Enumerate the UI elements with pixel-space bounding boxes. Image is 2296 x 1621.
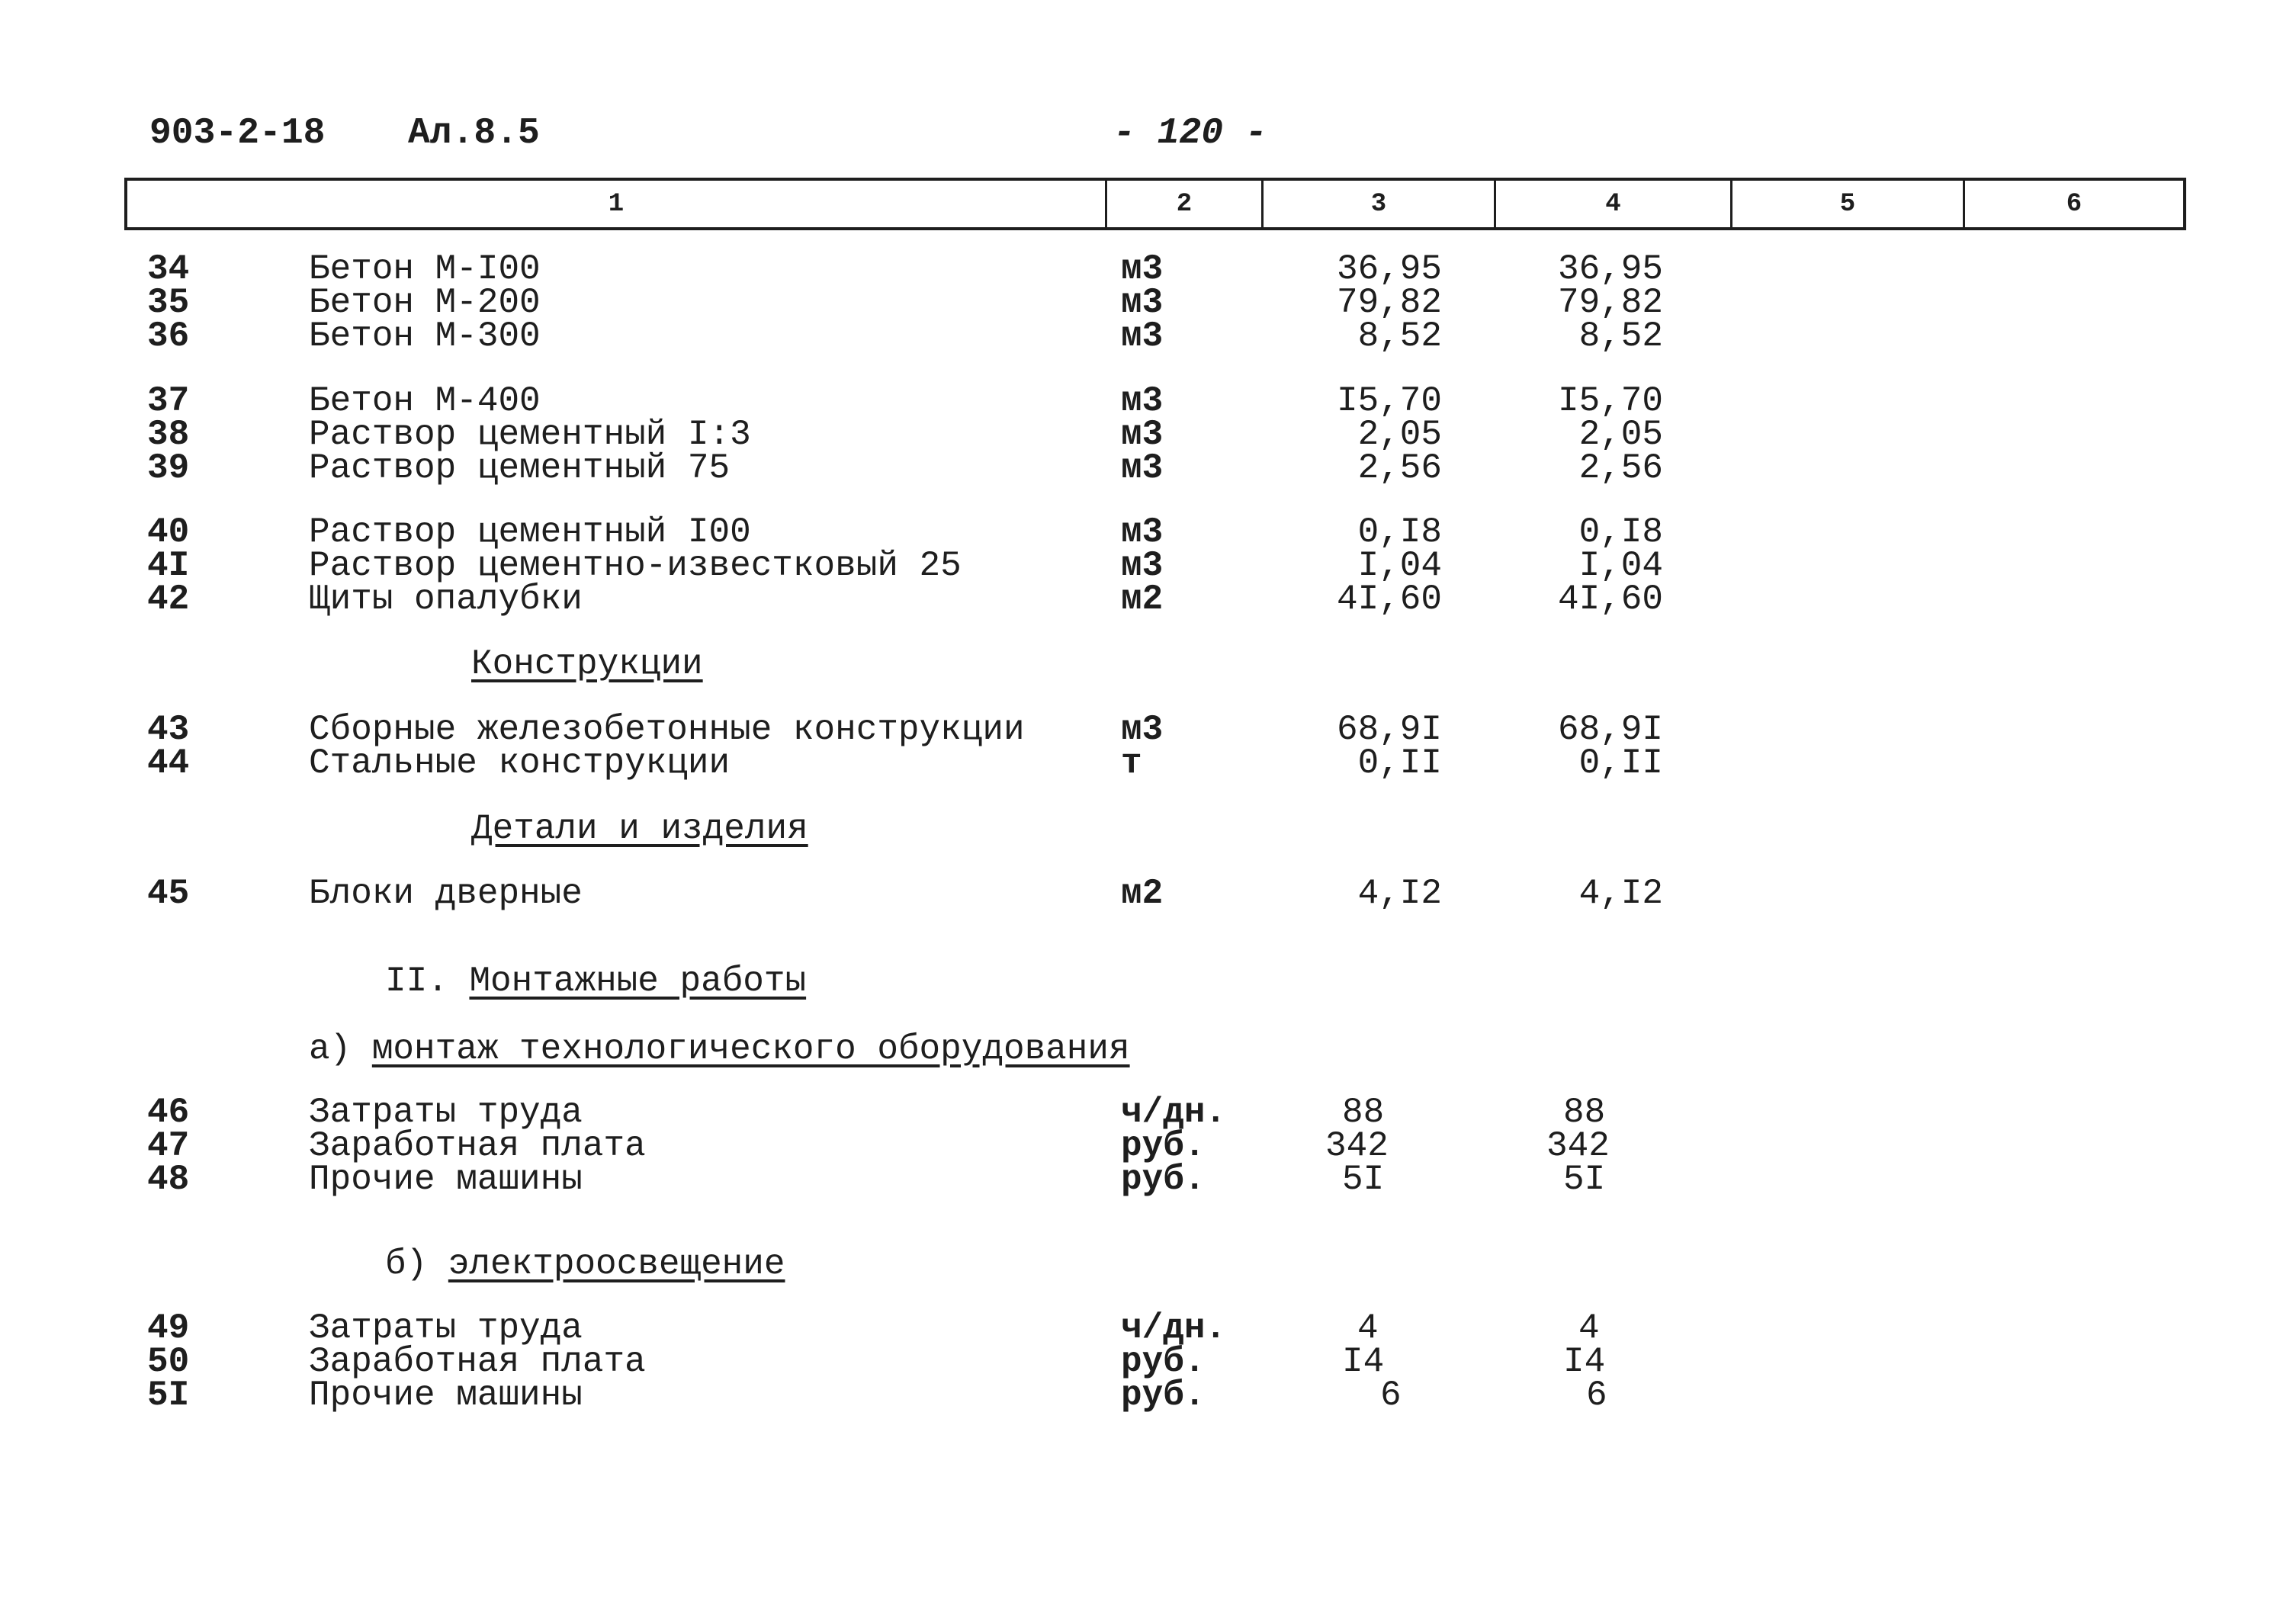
- row-number: 46: [147, 1093, 190, 1132]
- row-name: Затраты труда: [309, 1093, 583, 1132]
- section-prefix: II.: [385, 961, 448, 1001]
- row-unit: руб.: [1121, 1375, 1206, 1415]
- row-unit: т: [1121, 743, 1142, 783]
- row-value-3: 0,I8: [1357, 512, 1442, 552]
- row-unit: м3: [1121, 316, 1164, 356]
- row-value-3: 0,II: [1357, 743, 1442, 783]
- album-label: Ал.8.5: [408, 113, 540, 154]
- table-row: [0, 579, 2296, 619]
- row-value-4: 0,II: [1578, 743, 1663, 783]
- row-value-3: 6: [1380, 1375, 1402, 1415]
- row-unit: м3: [1121, 448, 1164, 488]
- page-number: - 120 -: [1113, 113, 1267, 154]
- row-value-3: I,04: [1357, 546, 1442, 586]
- column-header-4: 4: [1496, 181, 1732, 227]
- row-number: 34: [147, 249, 190, 289]
- row-unit: м3: [1121, 546, 1164, 586]
- row-unit: м3: [1121, 283, 1164, 323]
- row-name: Раствор цементный I:3: [309, 415, 751, 454]
- row-value-4: 79,82: [1557, 283, 1663, 323]
- row-value-3: 68,9I: [1336, 710, 1442, 750]
- row-number: 5I: [147, 1375, 190, 1415]
- row-value-3: I4: [1342, 1342, 1385, 1382]
- row-number: 40: [147, 512, 190, 552]
- row-name: Сборные железобетонные конструкции: [309, 710, 1025, 750]
- row-value-4: 342: [1546, 1126, 1610, 1166]
- row-value-3: 2,56: [1357, 448, 1442, 488]
- row-unit: руб.: [1121, 1342, 1206, 1382]
- column-header-5: 5: [1732, 181, 1965, 227]
- column-header-3: 3: [1264, 181, 1496, 227]
- section-title: Конструкции: [471, 644, 703, 684]
- table-row: [0, 415, 2296, 454]
- row-number: 37: [147, 381, 190, 421]
- row-value-3: 342: [1325, 1126, 1389, 1166]
- table-row: [0, 249, 2296, 289]
- row-name: Бетон М-300: [309, 316, 541, 356]
- section-heading-details: [471, 809, 808, 849]
- doc-code: 903-2-18: [149, 113, 326, 154]
- row-name: Прочие машины: [309, 1160, 583, 1199]
- column-header-6: 6: [2066, 189, 2082, 219]
- row-number: 36: [147, 316, 190, 356]
- table-row: [0, 381, 2296, 421]
- row-value-3: 36,95: [1336, 249, 1442, 289]
- row-number: 39: [147, 448, 190, 488]
- table-row: [0, 1126, 2296, 1166]
- row-unit: м2: [1121, 874, 1164, 913]
- row-number: 42: [147, 579, 190, 619]
- row-value-4: I5,70: [1557, 381, 1663, 421]
- section-title: Детали и изделия: [471, 809, 808, 849]
- row-unit: м2: [1121, 579, 1164, 619]
- row-name: Бетон М-400: [309, 381, 541, 421]
- row-number: 38: [147, 415, 190, 454]
- row-number: 49: [147, 1308, 190, 1348]
- section-heading-constructions: [471, 644, 703, 684]
- table-row: [0, 1342, 2296, 1382]
- table-row: [0, 1160, 2296, 1199]
- column-header-2: 2: [1107, 181, 1264, 227]
- row-number: 45: [147, 874, 190, 913]
- row-unit: м3: [1121, 381, 1164, 421]
- section-title: Монтажные работы: [469, 961, 807, 1001]
- row-name: Бетон М-I00: [309, 249, 541, 289]
- table-row: [0, 546, 2296, 586]
- row-unit: м3: [1121, 249, 1164, 289]
- row-value-4: 4,I2: [1578, 874, 1663, 913]
- row-value-4: 8,52: [1578, 316, 1663, 356]
- row-value-4: 36,95: [1557, 249, 1663, 289]
- subsection-heading-b: [385, 1244, 785, 1284]
- row-value-3: 8,52: [1357, 316, 1442, 356]
- row-unit: ч/дн.: [1121, 1093, 1227, 1132]
- row-name: Раствор цементный 75: [309, 448, 731, 488]
- subsection-prefix: а): [309, 1029, 352, 1069]
- row-value-4: I4: [1563, 1342, 1606, 1382]
- row-value-4: 2,05: [1578, 415, 1663, 454]
- row-unit: руб.: [1121, 1160, 1206, 1199]
- row-value-4: 68,9I: [1557, 710, 1663, 750]
- row-value-3: 79,82: [1336, 283, 1442, 323]
- subsection-title: монтаж технологического оборудования: [371, 1029, 1130, 1069]
- row-name: Блоки дверные: [309, 874, 583, 913]
- row-value-3: 4: [1357, 1308, 1379, 1348]
- row-value-4: 4: [1578, 1308, 1600, 1348]
- row-name: Заработная плата: [309, 1126, 646, 1166]
- row-number: 4I: [147, 546, 190, 586]
- row-value-3: 4,I2: [1357, 874, 1442, 913]
- column-header-row: [124, 178, 2186, 230]
- row-unit: м3: [1121, 512, 1164, 552]
- row-name: Щиты опалубки: [309, 579, 583, 619]
- row-value-4: 6: [1586, 1375, 1607, 1415]
- table-row: [0, 512, 2296, 552]
- row-value-3: 5I: [1342, 1160, 1385, 1199]
- row-unit: руб.: [1121, 1126, 1206, 1166]
- row-number: 47: [147, 1126, 190, 1166]
- row-value-4: 88: [1563, 1093, 1606, 1132]
- row-name: Раствор цементный I00: [309, 512, 751, 552]
- subsection-heading-a: [309, 1029, 1130, 1069]
- table-row: [0, 710, 2296, 750]
- row-value-4: 4I,60: [1557, 579, 1663, 619]
- table-row: [0, 1308, 2296, 1348]
- table-row: [0, 1093, 2296, 1132]
- table-row: [0, 316, 2296, 356]
- row-value-4: 0,I8: [1578, 512, 1663, 552]
- row-value-4: 5I: [1563, 1160, 1606, 1199]
- row-number: 48: [147, 1160, 190, 1199]
- row-value-4: I,04: [1578, 546, 1663, 586]
- table-row: [0, 743, 2296, 783]
- row-name: Бетон М-200: [309, 283, 541, 323]
- row-name: Стальные конструкции: [309, 743, 731, 783]
- row-unit: м3: [1121, 415, 1164, 454]
- row-unit: м3: [1121, 710, 1164, 750]
- subsection-prefix: б): [385, 1244, 428, 1284]
- column-header-1: 1: [127, 181, 1107, 227]
- row-value-3: I5,70: [1336, 381, 1442, 421]
- row-name: Прочие машины: [309, 1375, 583, 1415]
- row-number: 35: [147, 283, 190, 323]
- row-name: Заработная плата: [309, 1342, 646, 1382]
- row-number: 50: [147, 1342, 190, 1382]
- table-row: [0, 448, 2296, 488]
- row-value-4: 2,56: [1578, 448, 1663, 488]
- table-row: [0, 1375, 2296, 1415]
- row-unit: ч/дн.: [1121, 1308, 1227, 1348]
- row-name: Раствор цементно-известковый 25: [309, 546, 962, 586]
- table-row: [0, 874, 2296, 913]
- row-value-3: 2,05: [1357, 415, 1442, 454]
- row-number: 43: [147, 710, 190, 750]
- row-number: 44: [147, 743, 190, 783]
- section-heading-montage: [385, 961, 806, 1001]
- subsection-title: электроосвещение: [448, 1244, 785, 1284]
- row-value-3: 4I,60: [1336, 579, 1442, 619]
- row-name: Затраты труда: [309, 1308, 583, 1348]
- table-row: [0, 283, 2296, 323]
- row-value-3: 88: [1342, 1093, 1385, 1132]
